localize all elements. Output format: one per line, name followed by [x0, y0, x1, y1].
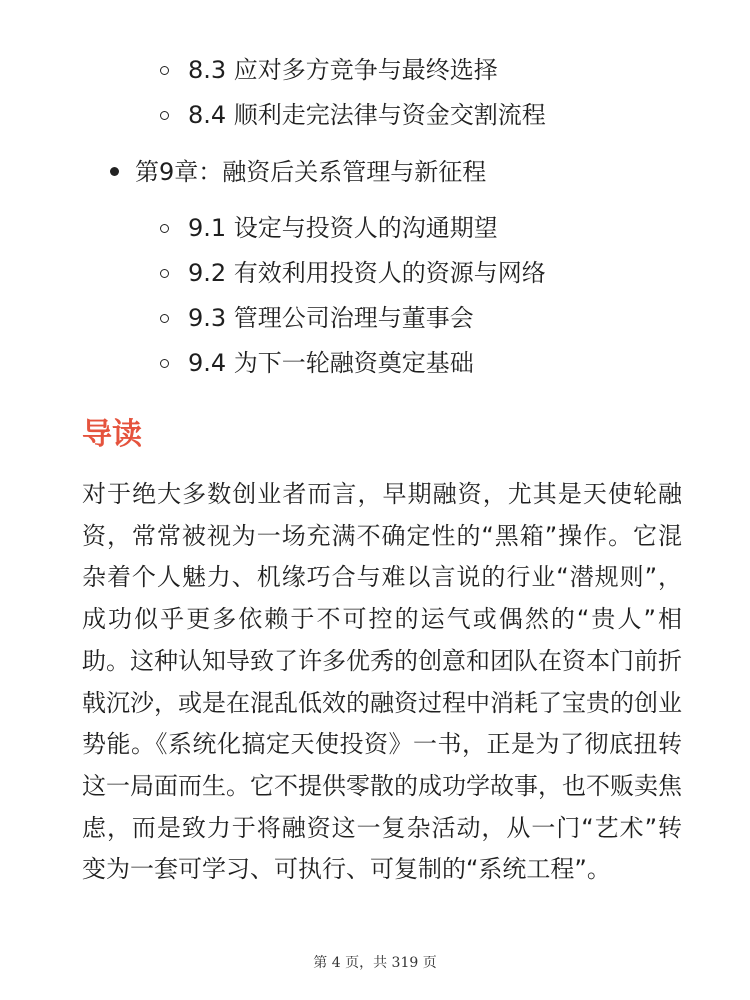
- chapter9-label: 第9章：融资后关系管理与新征程: [135, 158, 487, 186]
- hollow-bullet-icon: [160, 224, 169, 233]
- page-number-footer: 第 4 页，共 319 页: [313, 955, 437, 971]
- list-item: [160, 93, 546, 138]
- list-item: [160, 48, 546, 93]
- hollow-bullet-icon: [160, 66, 169, 75]
- list-item: [160, 341, 546, 386]
- hollow-bullet-icon: [160, 314, 169, 323]
- body-paragraph: 对于绝大多数创业者而言，早期融资，尤其是天使轮融资，常常被视为一场充满不确定性的“黑箱”操作。它混杂着个人魅力、机缘巧合与难以言说的行业“潜规则”，成功似乎更多依赖于不可控的运气或偶然的“贵人”相助。这种认知导致了许多优秀的创意和团队在资本门前折戟沉沙，或是在混乱低效的融资过程中消耗了宝贵的创业势能。《系统化搞定天使投资》一书，正是为了彻底扭转这一局面而生。它不提供零散的成功学故事，也不贩卖焦虑，而是致力于将融资这一复杂活动，从一门“艺术”转变为一套可学习、可执行、可复制的“系统工程”。: [82, 480, 682, 884]
- hollow-bullet-icon: [160, 111, 169, 120]
- list-item-label: 9.3 管理公司治理与董事会: [188, 304, 474, 332]
- list-item: [160, 206, 546, 251]
- list-item-label: 9.1 设定与投资人的沟通期望: [188, 214, 498, 242]
- chapter9-heading: [110, 150, 486, 194]
- list-item-label: 8.3 应对多方竞争与最终选择: [188, 56, 498, 84]
- list-item-label: 9.4 为下一轮融资奠定基础: [188, 349, 474, 377]
- list-item: [160, 296, 546, 341]
- list-item: [160, 251, 546, 296]
- section-title: 导读: [82, 417, 142, 452]
- hollow-bullet-icon: [160, 359, 169, 368]
- list-item-label: 9.2 有效利用投资人的资源与网络: [188, 259, 546, 287]
- chapter8-sub-list: [160, 48, 546, 138]
- hollow-bullet-icon: [160, 269, 169, 278]
- chapter9-sub-list: [160, 206, 546, 386]
- list-item-label: 8.4 顺利走完法律与资金交割流程: [188, 101, 546, 129]
- solid-bullet-icon: [110, 167, 119, 176]
